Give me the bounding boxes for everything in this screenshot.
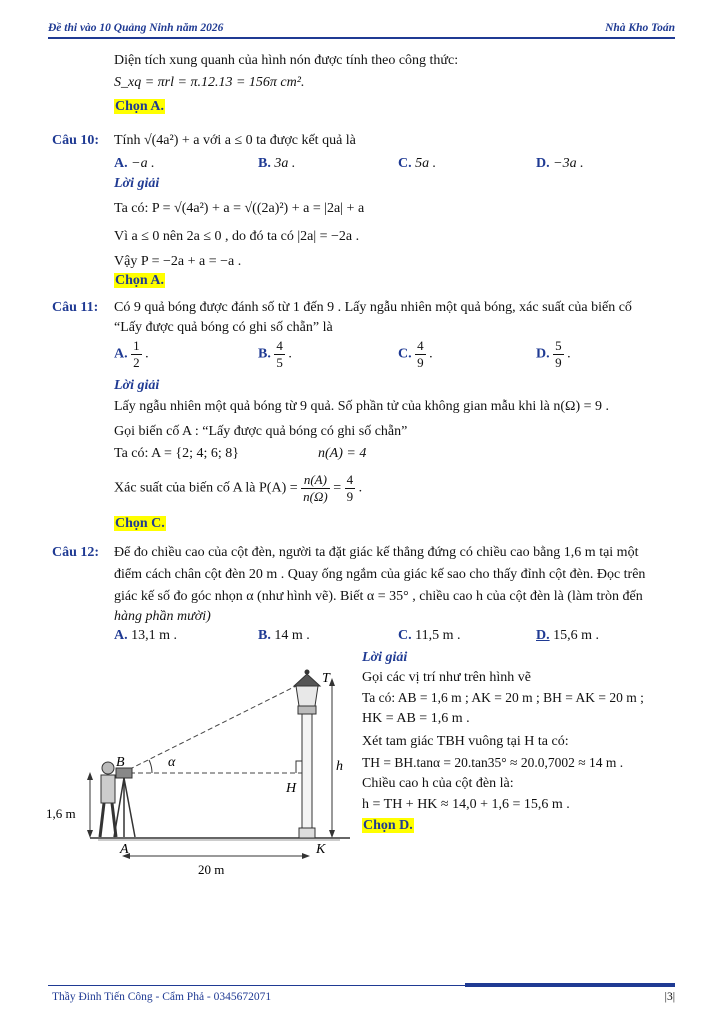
q12-step-2: Ta có: AB = 1,6 m ; AK = 20 m ; BH = AK = 20 m ;	[362, 690, 644, 705]
footer-author: Thầy Đinh Tiến Công - Cẩm Phả - 0345672071	[52, 991, 272, 1003]
q11-stem-line2: “Lấy được quả bóng có ghi số chẵn” là	[114, 320, 333, 335]
q12-stem-line1: Để đo chiều cao của cột đèn, người ta đặt giác kế thẳng đứng có chiều cao bằng 1,6 m tại một	[114, 545, 639, 560]
q12-stem-line3: giác kế số đo góc nhọn α (như hình vẽ). Biết α = 35° , chiều cao h của cột đèn là (làm tròn đến	[114, 589, 643, 604]
q11-label: Câu 11:	[52, 300, 99, 315]
prev-formula: S_xq = πrl = π.12.13 = 156π cm².	[114, 75, 305, 90]
q10-step-2: Vì a ≤ 0 nên 2a ≤ 0 , do đó ta có |2a| = −2a .	[114, 229, 360, 244]
label-K: K	[316, 842, 326, 857]
prev-answer: Chọn A.	[115, 99, 165, 114]
q10-step-3: Vậy P = −2a + a = −a .	[114, 254, 242, 269]
label-distance: 20 m	[198, 862, 225, 877]
q12-step-7: h = TH + HK ≈ 14,0 + 1,6 = 15,6 m .	[362, 797, 570, 812]
q12-option-d: D. 15,6 m .	[536, 628, 600, 643]
page-header	[48, 18, 675, 36]
q12-option-b: B. 14 m .	[258, 628, 310, 643]
surveyor-icon	[100, 762, 135, 837]
header-brand: Nhà Kho Toán	[605, 22, 675, 34]
header-title: Đề thi vào 10 Quảng Ninh năm 2026	[48, 22, 224, 34]
label-alpha: α	[168, 755, 176, 770]
q12-step-5: TH = BH.tanα = 20.tan35° ≈ 20.0,7002 ≈ 14 m .	[362, 755, 624, 770]
q10-option-d: D. −3a .	[536, 156, 584, 171]
prev-text: Diện tích xung quanh của hình nón được tính theo công thức:	[114, 53, 459, 68]
q10-answer: Chọn A.	[115, 273, 165, 288]
q11-option-a: A. $\frac{1}{2}$ .	[114, 338, 149, 370]
lamp-post-icon	[294, 670, 320, 839]
label-height: 1,6 m	[46, 806, 76, 821]
q11-option-c: C. $\frac{4}{9}$ .	[398, 338, 433, 370]
q10-step-1: Ta có: P = √(4a²) + a = √((2a)²) + a = |2a| + a	[114, 201, 365, 216]
q12-option-a: A. 13,1 m .	[114, 628, 178, 643]
label-H: H	[286, 781, 297, 796]
lamp-post-figure	[40, 660, 360, 885]
q11-step-3a: Ta có: A = {2; 4; 6; 8}	[114, 446, 239, 461]
q12-stem-line2: điểm cách chân cột đèn 20 m . Quay ống ngắm của giác kế sao cho thấy đỉnh cột đèn. Đọc trên	[114, 567, 646, 582]
q10-label: Câu 10:	[52, 133, 100, 148]
q11-answer: Chọn C.	[115, 516, 165, 531]
footer-accent-bar	[465, 983, 675, 987]
q11-step-1: Lấy ngẫu nhiên một quả bóng từ 9 quả. Số phần tử của không gian mẫu khi là n(Ω) = 9 .	[114, 399, 609, 414]
footer-page-number: |3|	[664, 991, 675, 1003]
q12-step-1: Gọi các vị trí như trên hình vẽ	[362, 670, 531, 685]
q12-answer: Chọn D.	[363, 818, 413, 833]
q10-stem: Tính √(4a²) + a với a ≤ 0 ta được kết quả là	[114, 133, 356, 148]
q12-solution-title: Lời giải	[362, 650, 408, 665]
q10-solution-title: Lời giải	[114, 176, 160, 191]
q12-step-6: Chiều cao h của cột đèn là:	[362, 776, 514, 791]
q11-option-d: D. $\frac{5}{9}$ .	[536, 338, 571, 370]
q11-step-2: Gọi biến cố A : “Lấy được quả bóng có ghi số chẵn”	[114, 424, 408, 439]
q12-option-c: C. 11,5 m .	[398, 628, 461, 643]
q12-step-3: HK = AB = 1,6 m .	[362, 711, 470, 726]
label-T: T	[322, 671, 330, 686]
q11-solution-title: Lời giải	[114, 378, 160, 393]
q12-label: Câu 12:	[52, 545, 100, 560]
q12-stem-line4: hàng phần mười)	[114, 609, 211, 624]
q10-option-a: A. −a .	[114, 156, 155, 171]
header-divider	[48, 37, 675, 39]
q10-option-c: C. 5a .	[398, 156, 437, 171]
q11-step-3b: n(A) = 4	[318, 446, 367, 461]
label-h: h	[336, 759, 343, 774]
sight-line	[122, 680, 308, 773]
label-A: A	[120, 842, 129, 857]
q10-option-b: B. 3a .	[258, 156, 296, 171]
q11-stem-line1: Có 9 quả bóng được đánh số từ 1 đến 9 . Lấy ngẫu nhiên một quả bóng, xác suất của biến cố	[114, 300, 632, 315]
q11-step-4: Xác suất của biến cố A là P(A) = $\frac{n(A)}{n(\Omega)}$ = $\frac{4}{9}$ .	[114, 472, 363, 504]
label-B: B	[116, 755, 125, 770]
q11-option-b: B. $\frac{4}{5}$ .	[258, 338, 292, 370]
q12-step-4: Xét tam giác TBH vuông tại H ta có:	[362, 734, 569, 749]
